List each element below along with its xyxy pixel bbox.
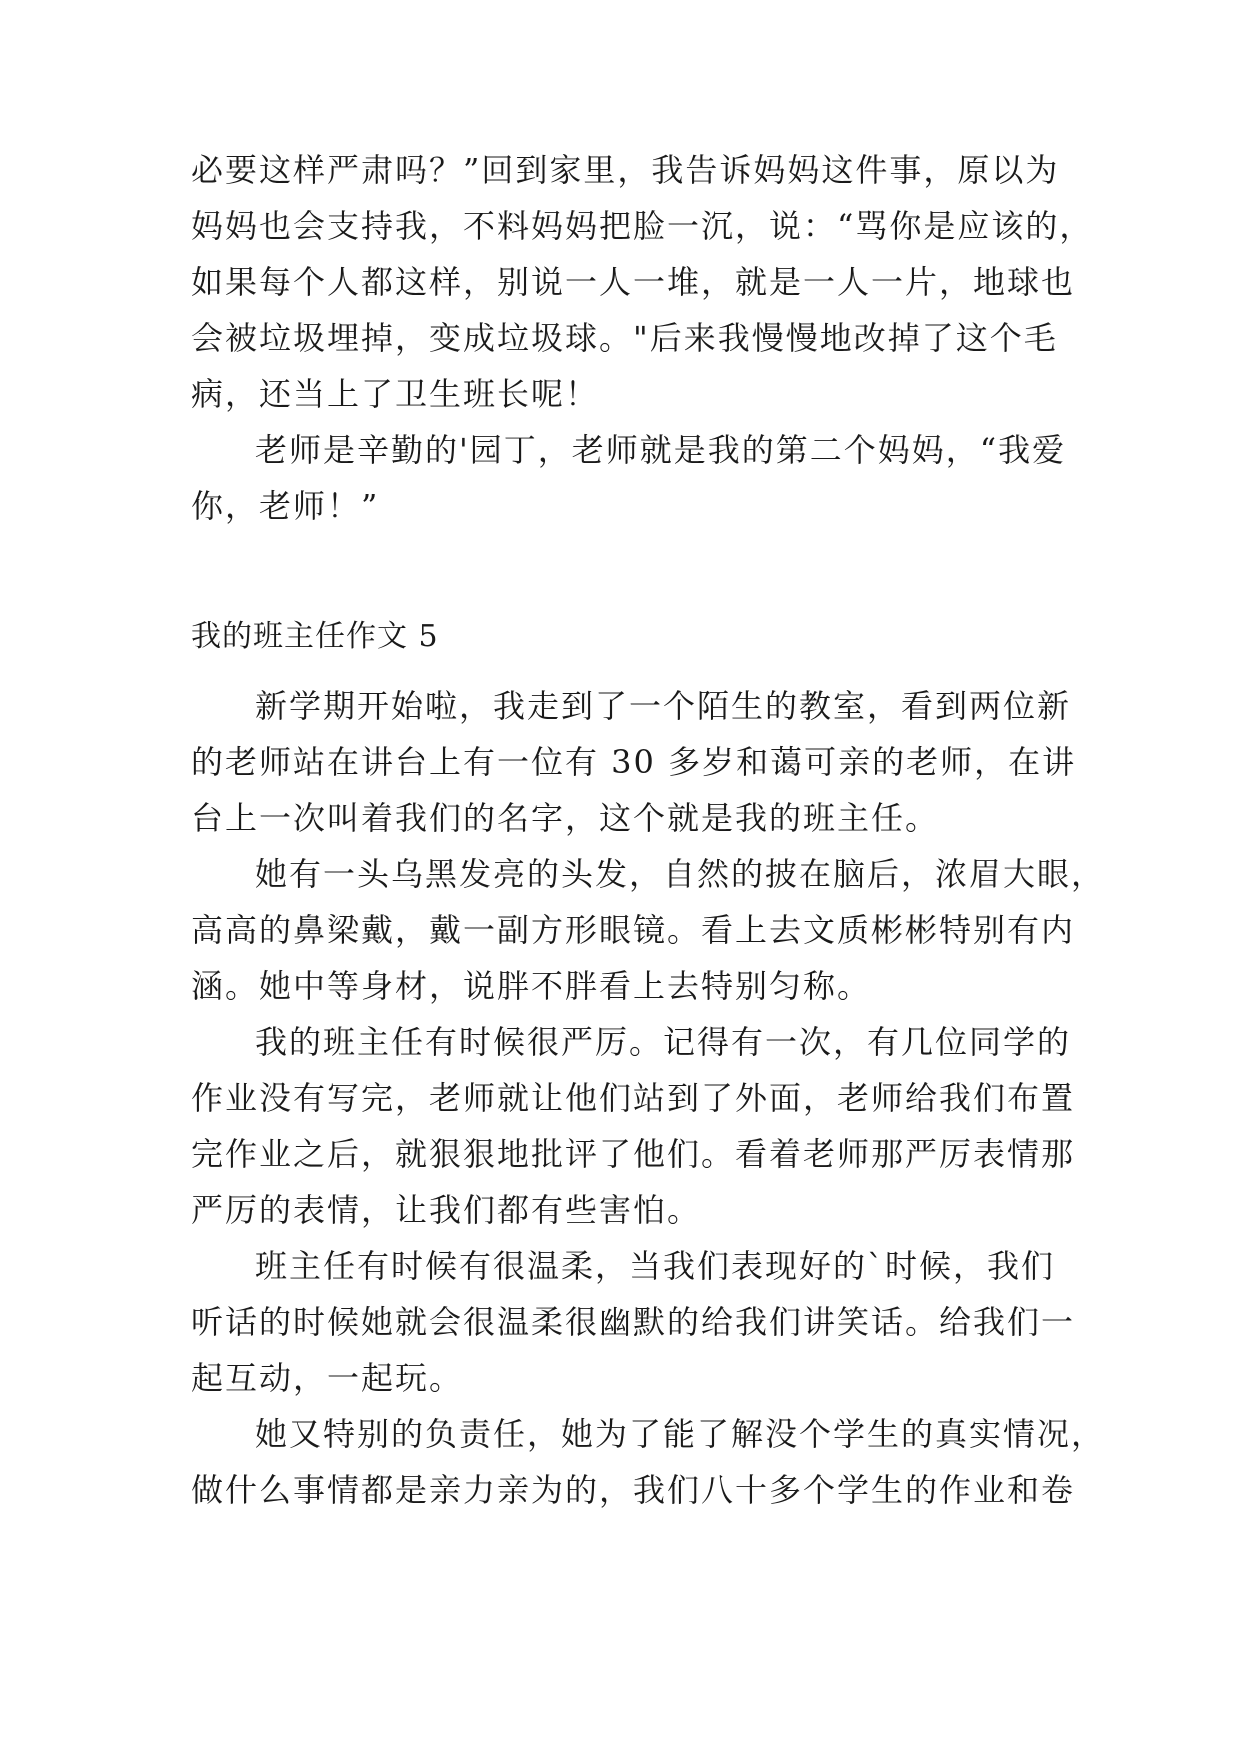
text-line: 完作业之后，就狠狠地批评了他们。看着老师那严厉表情那 xyxy=(191,1135,1076,1173)
text-line: 如果每个人都这样，别说一人一堆，就是一人一片，地球也 xyxy=(191,263,1076,301)
text-line: 高高的鼻梁戴，戴一副方形眼镜。看上去文质彬彬特别有内 xyxy=(191,911,1076,949)
text-line: 做什么事情都是亲力亲为的，我们八十多个学生的作业和卷 xyxy=(191,1471,1076,1509)
text-line: 严厉的表情，让我们都有些害怕。 xyxy=(191,1191,702,1229)
text-line: 她有一头乌黑发亮的头发，自然的披在脑后，浓眉大眼， xyxy=(255,855,1106,893)
text-line: 涵。她中等身材，说胖不胖看上去特别匀称。 xyxy=(191,967,872,1005)
text-line: 必要这样严肃吗？”回到家里，我告诉妈妈这件事，原以为 xyxy=(191,151,1060,189)
text-line: 起互动，一起玩。 xyxy=(191,1359,464,1397)
text-line: 你，老师！” xyxy=(191,487,380,525)
text-line: 新学期开始啦，我走到了一个陌生的教室，看到两位新 xyxy=(255,687,1072,725)
text-line: 妈妈也会支持我，不料妈妈把脸一沉，说：“骂你是应该的， xyxy=(191,207,1094,245)
text-line: 听话的时候她就会很温柔很幽默的给我们讲笑话。给我们一 xyxy=(191,1303,1076,1341)
text-line: 台上一次叫着我们的名字，这个就是我的班主任。 xyxy=(191,799,940,837)
text-line: 老师是辛勤的'园丁，老师就是我的第二个妈妈，“我爱 xyxy=(255,431,1067,469)
text-line: 班主任有时候有很温柔，当我们表现好的`时候，我们 xyxy=(255,1247,1056,1285)
text-line: 作业没有写完，老师就让他们站到了外面，老师给我们布置 xyxy=(191,1079,1076,1117)
text-line: 她又特别的负责任，她为了能了解没个学生的真实情况， xyxy=(255,1415,1106,1453)
text-line: 的老师站在讲台上有一位有 30 多岁和蔼可亲的老师，在讲 xyxy=(191,743,1077,781)
text-line: 会被垃圾埋掉，变成垃圾球。"后来我慢慢地改掉了这个毛 xyxy=(191,319,1058,357)
text-line: 我的班主任有时候很严厉。记得有一次，有几位同学的 xyxy=(255,1023,1072,1061)
essay-title: 我的班主任作文 5 xyxy=(191,619,439,654)
text-line: 病，还当上了卫生班长呢！ xyxy=(191,375,600,413)
